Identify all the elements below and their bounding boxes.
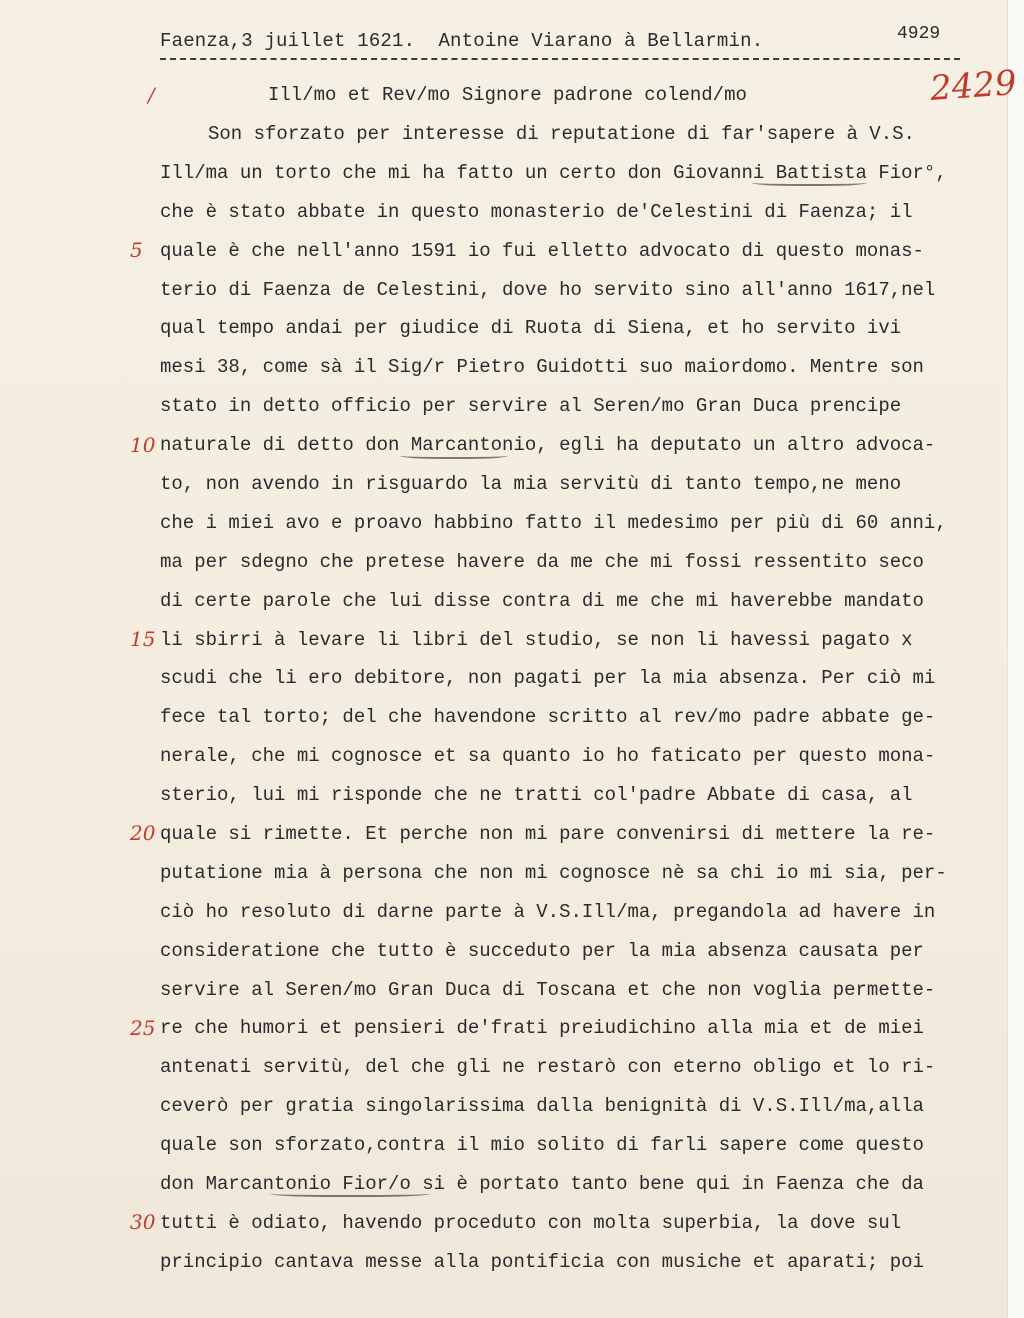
text-line: tutti è odiato, havendo proceduto con molta superbia, la dove sul xyxy=(160,1211,902,1234)
handwritten-number: 2429 xyxy=(928,63,1018,109)
text-line: stato in detto officio per servire al Seren/mo Gran Duca prencipe xyxy=(160,395,902,418)
salutation: Ill/mo et Rev/mo Signore padrone colend/mo xyxy=(268,84,747,106)
text-line: sterio, lui mi risponde che ne tratti col'padre Abbate di casa, al xyxy=(160,784,913,807)
text-line: servire al Seren/mo Gran Duca di Toscana et che non voglia permette- xyxy=(160,978,936,1001)
text-line: Ill/ma un torto che mi ha fatto un certo don Giovanni Battista Fior°, xyxy=(160,161,947,184)
margin-mark-30: 30 xyxy=(130,1210,156,1234)
text-line: quale è che nell'anno 1591 io fui elletto advocato di questo monas- xyxy=(160,239,924,262)
margin-mark-1: / xyxy=(148,83,155,107)
margin-mark-5: 5 xyxy=(130,238,143,262)
text-line: to, non avendo in risguardo la mia servitù di tanto tempo,ne meno xyxy=(160,473,902,496)
header-rule xyxy=(160,58,960,60)
text-line: consideratione che tutto è succeduto per la mia absenza causata per xyxy=(160,939,924,962)
text-line: scudi che li ero debitore, non pagati per la mia absenza. Per ciò mi xyxy=(160,667,936,690)
text-line: principio cantava messe alla pontificia con musiche et aparati; poi xyxy=(160,1250,924,1273)
text-line: mesi 38, come sà il Sig/r Pietro Guidotti suo maiordomo. Mentre son xyxy=(160,356,924,379)
text-line: ma per sdegno che pretese havere da me che mi fossi ressentito seco xyxy=(160,550,924,573)
text-line: che i miei avo e proavo habbino fatto il medesimo per più di 60 anni, xyxy=(160,511,947,534)
margin-mark-25: 25 xyxy=(130,1016,156,1040)
text-line: antenati servitù, del che gli ne restarò con eterno obligo et lo ri- xyxy=(160,1056,936,1079)
text-line: ceverò per gratia singolarissima dalla benignità di V.S.Ill/ma,alla xyxy=(160,1095,924,1118)
text-line: Son sforzato per interesse di reputatione di far'sapere à V.S. xyxy=(208,123,915,145)
underline-annotation xyxy=(400,451,508,459)
text-line: che è stato abbate in questo monasterio de'Celestini di Faenza; il xyxy=(160,200,913,223)
text-line: naturale di detto don Marcantonio, egli ha deputato un altro advoca- xyxy=(160,434,936,457)
underline-annotation xyxy=(270,1189,430,1197)
text-line: putatione mia à persona che non mi cognosce nè sa chi io mi sia, per- xyxy=(160,861,947,884)
text-line: nerale, che mi cognosce et sa quanto io ho faticato per questo mona- xyxy=(160,745,936,768)
text-line: re che humori et pensieri de'frati preiudichino alla mia et de miei xyxy=(160,1017,924,1040)
page-number: 4929 xyxy=(897,24,941,44)
document-header: Faenza,3 juillet 1621. Antoine Viarano à Bellarmin. xyxy=(160,30,764,52)
text-line: di certe parole che lui disse contra di me che mi haverebbe mandato xyxy=(160,589,924,612)
text-line: quale son sforzato,contra il mio solito di farli sapere come questo xyxy=(160,1134,924,1157)
text-line: fece tal torto; del che havendone scritto al rev/mo padre abbate ge- xyxy=(160,706,936,729)
margin-mark-15: 15 xyxy=(130,627,156,651)
text-line: terio di Faenza de Celestini, dove ho servito sino all'anno 1617,nel xyxy=(160,278,936,301)
margin-mark-20: 20 xyxy=(130,821,156,845)
text-line: li sbirri à levare li libri del studio, se non li havessi pagato x xyxy=(160,628,913,651)
underline-annotation xyxy=(752,178,867,186)
text-line: quale si rimette. Et perche non mi pare convenirsi di mettere la re- xyxy=(160,823,936,846)
page-edge-strip xyxy=(1007,0,1024,1318)
text-line: ciò ho resoluto di darne parte à V.S.Ill/ma, pregandola ad havere in xyxy=(160,900,936,923)
text-line: qual tempo andai per giudice di Ruota di Siena, et ho servito ivi xyxy=(160,317,902,340)
letter-body xyxy=(160,115,990,1282)
margin-mark-10: 10 xyxy=(130,433,156,457)
text-line: don Marcantonio Fior/o si è portato tanto bene qui in Faenza che da xyxy=(160,1173,924,1196)
